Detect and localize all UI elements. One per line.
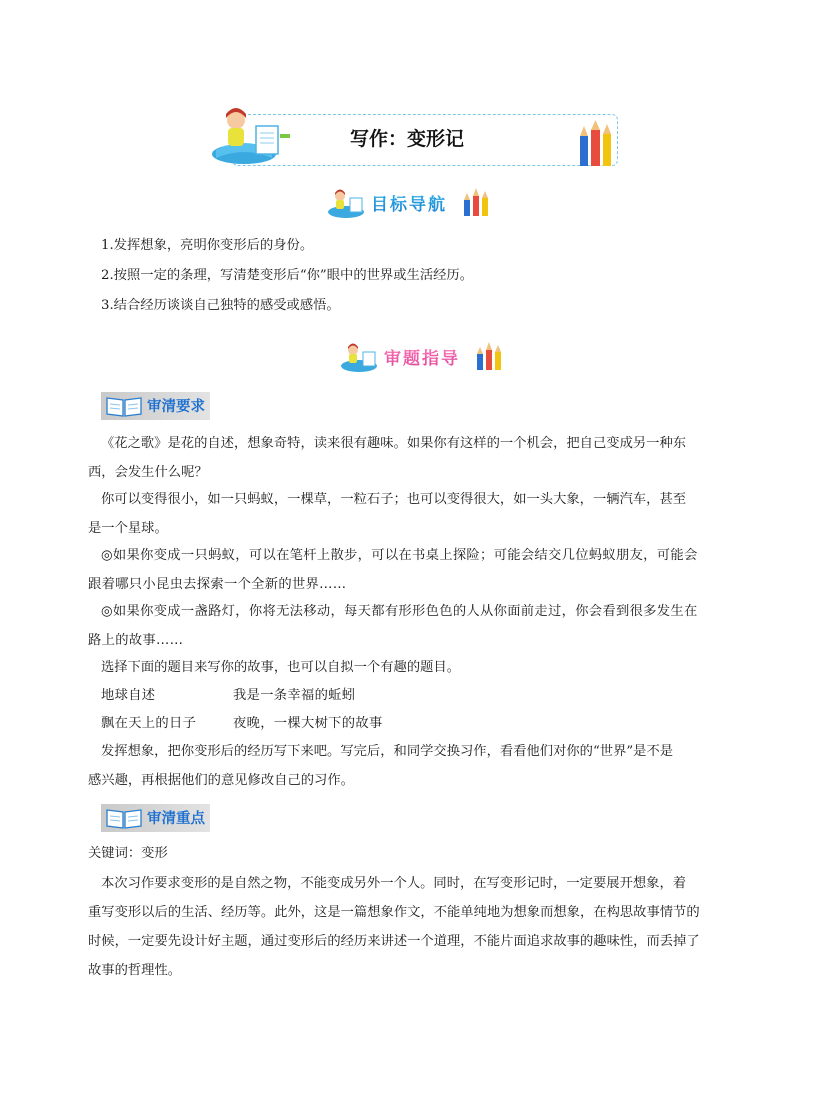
- paragraph-line: 你可以变得很小，如一只蚂蚁，一棵草，一粒石子；也可以变得很大，如一头大象，一辆汽车，甚至: [101, 492, 687, 507]
- section-header-label: 审清重点: [147, 811, 205, 827]
- topic-title: 飘在天上的日子: [101, 716, 197, 731]
- goal-item: 1.发挥想象，亮明你变形后的身份。: [101, 238, 314, 253]
- paragraph-line: 《花之歌》是花的自述，想象奇特，读来很有趣味。如果你有这样的一个机会，把自己变成另一种东: [101, 436, 687, 451]
- paragraph-line: ◎如果你变成一只蚂蚁，可以在笔杆上散步，可以在书桌上探险；可能会结交几位蚂蚁朋友，可能会: [101, 548, 698, 563]
- paragraph-line: 选择下面的题目来写你的故事，也可以自拟一个有趣的题目。: [101, 660, 461, 675]
- paragraph-line: 是一个星球。: [88, 521, 168, 536]
- pencils-icon: [462, 186, 492, 218]
- paragraph-line: 西，会发生什么呢？: [88, 465, 208, 480]
- topic-row: [101, 714, 521, 734]
- girl-reading-icon: [210, 106, 306, 168]
- section-header-requirements: [101, 392, 210, 420]
- goals-badge-label: 目标导航: [371, 190, 447, 215]
- title-banner: [212, 108, 618, 168]
- paragraph-line: 跟着哪只小昆虫去探索一个全新的世界……: [88, 577, 347, 592]
- review-badge-label: 审题指导: [384, 344, 460, 369]
- pencils-icon: [475, 340, 505, 372]
- section-header-key-points: [101, 804, 210, 832]
- goal-item: 2.按照一定的条理，写清楚变形后“你”眼中的世界或生活经历。: [101, 268, 474, 283]
- paragraph-line: 重写变形以后的生活、经历等。此外，这是一篇想象作文，不能单纯地为想象而想象，在构思故事情节的: [88, 905, 700, 920]
- page-title: 写作：变形记: [349, 128, 464, 150]
- topic-title: 我是一条幸福的蚯蚓: [233, 688, 356, 703]
- paragraph-line: 发挥想象，把你变形后的经历写下来吧。写完后，和同学交换习作，看看他们对你的“世界”是不是: [101, 744, 674, 759]
- goal-item: 3.结合经历谈谈自己独特的感受或感悟。: [101, 298, 340, 313]
- paragraph-line: ◎如果你变成一盏路灯，你将无法移动，每天都有形形色色的人从你面前走过，你会看到很多发生在: [101, 604, 698, 619]
- topic-title: 地球自述: [101, 688, 156, 703]
- paragraph-line: 本次习作要求变形的是自然之物，不能变成另外一个人。同时，在写变形记时，一定要展开想象，着: [101, 876, 687, 891]
- girl-reading-icon: [326, 188, 370, 220]
- goals-badge: [326, 186, 506, 222]
- section-header-label: 审清要求: [147, 399, 205, 415]
- review-badge: [339, 340, 519, 376]
- topic-title: 夜晚，一棵大树下的故事: [233, 716, 383, 731]
- pencils-icon: [576, 118, 620, 168]
- paragraph-line: 故事的哲理性。: [88, 963, 182, 978]
- open-book-icon: [105, 394, 143, 418]
- keyword-line: 关键词：变形: [88, 846, 168, 861]
- paragraph-line: 感兴趣，再根据他们的意见修改自己的习作。: [88, 773, 354, 788]
- topic-row: [101, 686, 521, 706]
- open-book-icon: [105, 806, 143, 830]
- girl-reading-icon: [339, 342, 383, 374]
- paragraph-line: 时候，一定要先设计好主题，通过变形后的经历来讲述一个道理，不能片面追求故事的趣味性，而丢掉了: [88, 934, 700, 949]
- paragraph-line: 路上的故事……: [88, 633, 184, 648]
